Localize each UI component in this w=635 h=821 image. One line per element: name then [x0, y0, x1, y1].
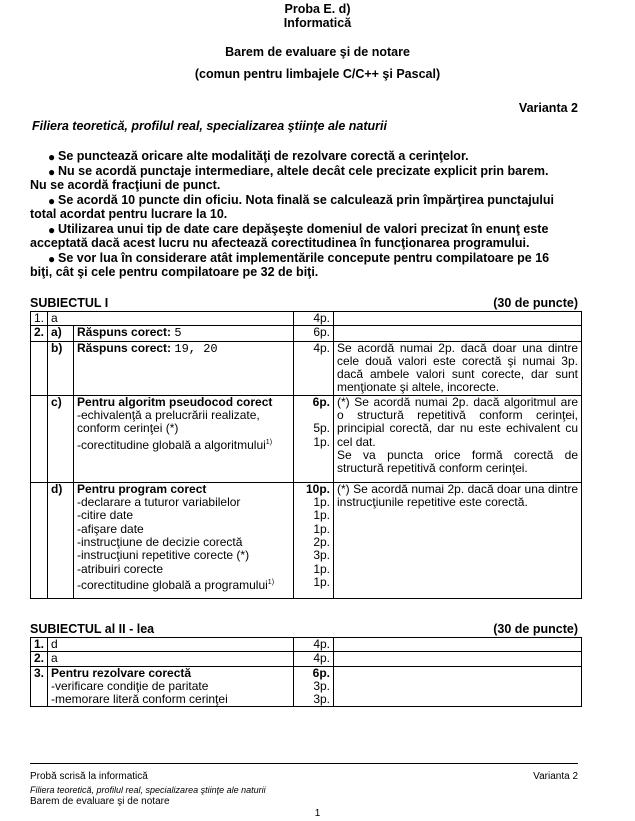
bullet-icon: ● — [48, 165, 56, 179]
scoring-note: Se acordă numai 2p. dacă doar una dintre cele două valori este corectă şi numai 3p. dacă ambele valori sunt corecte, dar sunt menţionate şi altele, incorecte. — [334, 341, 582, 395]
rule-item: Se punctează oricare alte modalităţi de rezolvare corectă a cerinţelor. — [58, 149, 469, 163]
rule-item: Nu se acordă punctaje intermediare, altele decât cele precizate explicit prin barem. Nu se acordă fracţiuni de punct. — [30, 164, 549, 192]
sub-item: d) — [48, 482, 74, 598]
subject-label: Informatică — [283, 16, 352, 30]
criteria: Pentru algoritm pseudocod corect -echivalenţă a prelucrării realizate, conform cerinţei (*) -corectitudine globală a algoritmului$^{1)}$ — [74, 395, 294, 482]
table-row — [31, 326, 582, 341]
table-row — [31, 652, 582, 666]
answer: Răspuns corect: 19, 20 — [74, 341, 294, 395]
document-title: Barem de evaluare şi de notare — [225, 45, 410, 59]
answer: a — [48, 312, 294, 326]
bullet-icon: ● — [48, 194, 56, 208]
rule-item: Se vor lua în considerare atât implementările concepute pentru compilatoare pe 16 biţi, cât şi cele pentru compilatoare pe 32 de biţi. — [30, 251, 550, 279]
answer: d — [48, 638, 294, 652]
section-1-title: SUBIECTUL I — [30, 296, 109, 310]
points: 4p. — [294, 312, 334, 326]
points: 10p. 1p. 1p. 1p. 2p. 3p. 1p. 1p. — [294, 482, 334, 598]
criteria: Pentru program corect -declarare a tuturor variabilelor -citire date -afişare date -instrucţiune de decizie corectă -instrucţiuni repetitive corecte (*) -atribuiri corecte -corectitudine globală a programului$^{1)}$ — [74, 482, 294, 598]
table-row — [31, 666, 582, 707]
item-number: 1. — [31, 312, 48, 326]
bullet-icon: ● — [48, 223, 56, 237]
section-1-points: (30 de puncte) — [493, 296, 578, 310]
points: 6p. 3p. 3p. — [294, 666, 334, 707]
item-number: 2. — [31, 652, 48, 666]
footer-left: Probă scrisă la informatică Filiera teoretică, profilul real, specializarea ştiinţe ale naturii Barem de evaluare şi de notare — [30, 771, 266, 807]
bullet-icon: ● — [48, 150, 56, 164]
item-number: 3. — [31, 666, 48, 707]
variant-label: Varianta 2 — [518, 101, 578, 115]
points: 4p. — [294, 652, 334, 666]
sub-item: a) — [48, 326, 74, 341]
page-number: 1 — [314, 808, 321, 819]
section-2-table — [30, 637, 582, 707]
answer: a — [48, 652, 294, 666]
points: 4p. — [294, 341, 334, 395]
sub-item: b) — [48, 341, 74, 395]
table-row — [31, 395, 582, 482]
track-label: Filiera teoretică, profilul real, specializarea ştiinţe ale naturii — [32, 119, 387, 133]
exam-label: Proba E. d) — [284, 2, 351, 16]
rule-item: Se acordă 10 puncte din oficiu. Nota finală se calculează prin împărţirea punctajului total acordat pentru lucrare la 10. — [30, 193, 554, 221]
rule-item: Utilizarea unui tip de date care depăşeşte domeniul de valori precizat în enunţ este acceptată dacă acest lucru nu afectează corectitudinea în funcţionarea programului. — [30, 222, 549, 250]
section-2-title: SUBIECTUL al II - lea — [30, 622, 155, 636]
item-number: 1. — [31, 638, 48, 652]
table-row — [31, 482, 582, 598]
footer-variant: Varianta 2 — [533, 771, 578, 782]
table-row — [31, 638, 582, 652]
points: 6p. — [294, 326, 334, 341]
points: 4p. — [294, 638, 334, 652]
section-1-table — [30, 311, 582, 599]
scoring-note: (*) Se acordă numai 2p. dacă algoritmul are o structură repetitivă conform cerinţei, principial corectă, dar nu este echivalent cu cel dat. Se va puncta orice formă corectă de structură repetitivă conform cerinţei. — [334, 395, 582, 482]
points: 6p. 5p. 1p. — [294, 395, 334, 482]
section-2-points: (30 de puncte) — [493, 622, 578, 636]
criteria: Pentru rezolvare corectă -verificare condiţie de paritate -memorare literă conform cerinţei — [48, 666, 294, 707]
scoring-note: (*) Se acordă numai 2p. dacă doar una dintre instrucţiunile repetitive este corectă. — [334, 482, 582, 598]
answer: Răspuns corect: 5 — [74, 326, 294, 341]
table-row — [31, 341, 582, 395]
item-number: 2. — [31, 326, 48, 341]
sub-item: c) — [48, 395, 74, 482]
bullet-icon: ● — [48, 252, 56, 266]
document-subtitle: (comun pentru limbajele C/C++ şi Pascal) — [194, 67, 441, 81]
table-row — [31, 312, 582, 326]
footer-divider — [30, 763, 578, 764]
